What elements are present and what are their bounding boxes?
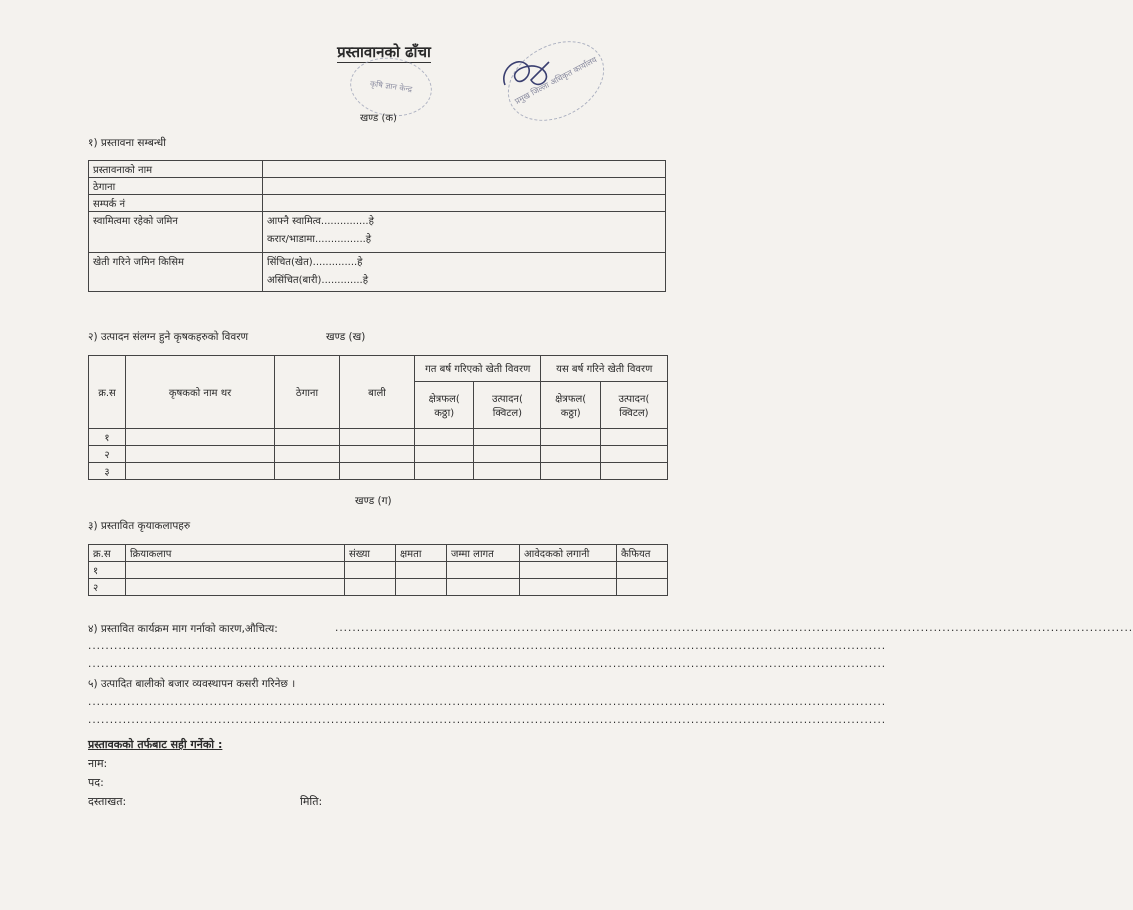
row-number: २ bbox=[89, 579, 126, 596]
applicant-cost-cell[interactable] bbox=[520, 579, 617, 596]
this-area-cell[interactable] bbox=[541, 429, 600, 446]
col-this-production: उत्पादन( क्विटल) bbox=[600, 381, 667, 428]
activity-cell[interactable] bbox=[126, 579, 345, 596]
row-number: २ bbox=[89, 446, 126, 463]
section-ga-label: खण्ड (ग) bbox=[355, 495, 392, 507]
col-capacity: क्षमता bbox=[396, 545, 447, 562]
sign-date-label: मिति: bbox=[300, 795, 323, 808]
section-5-label: ५) उत्पादित बालीको बजार व्यवस्थापन कसरी गरिनेछ । bbox=[88, 678, 296, 690]
section-4-fill-line-1[interactable]: ........................................................................................................................................................................................ bbox=[335, 622, 1133, 634]
address-cell[interactable] bbox=[275, 429, 340, 446]
col-sn: क्र.स bbox=[89, 356, 126, 429]
office-stamp-right: प्रमुख जिल्ला अधिकृत कार्यालय bbox=[494, 25, 618, 136]
section-ka-label: खण्ड (क) bbox=[360, 113, 397, 124]
last-production-cell[interactable] bbox=[474, 429, 541, 446]
col-crop: बाली bbox=[340, 356, 415, 429]
section-3-heading: ३) प्रस्तावित कृयाकलापहरु bbox=[88, 520, 191, 532]
remarks-cell[interactable] bbox=[617, 562, 668, 579]
col-last-production: उत्पादन( क्विटल) bbox=[474, 381, 541, 428]
table-row bbox=[89, 195, 666, 212]
last-area-cell[interactable] bbox=[415, 463, 474, 480]
own-land-line: आफ्नै स्वामित्व...............हे bbox=[267, 216, 374, 227]
signer-sign-label: दस्ताखत: bbox=[88, 795, 127, 808]
section-4-fill-line-2[interactable]: ........................................................................................................................................................................................ bbox=[88, 640, 887, 652]
leased-land-line: करार/भाडामा................हे bbox=[267, 234, 372, 245]
address-field[interactable] bbox=[263, 178, 666, 195]
row-number: १ bbox=[89, 429, 126, 446]
farmer-name-cell[interactable] bbox=[126, 463, 275, 480]
last-production-cell[interactable] bbox=[474, 446, 541, 463]
col-last-year: गत बर्ष गरिएको खेती विवरण bbox=[415, 356, 541, 382]
section-4-fill-line-3[interactable]: ........................................................................................................................................................................................ bbox=[88, 658, 887, 670]
table-row bbox=[89, 562, 668, 579]
this-production-cell[interactable] bbox=[600, 463, 667, 480]
col-last-area: क्षेत्रफल( कठ्ठा) bbox=[415, 381, 474, 428]
signer-name-label: नाम: bbox=[88, 757, 108, 770]
col-remarks: कैफियत bbox=[617, 545, 668, 562]
address-cell[interactable] bbox=[275, 463, 340, 480]
office-stamp-left: कृषि ज्ञान केन्द्र bbox=[346, 53, 435, 122]
activities-table bbox=[88, 544, 668, 596]
signature-heading: प्रस्तावकको तर्फबाट सही गर्नेको : bbox=[88, 738, 223, 751]
row-number: १ bbox=[89, 562, 126, 579]
activity-cell[interactable] bbox=[126, 562, 345, 579]
section-5-fill-line-1[interactable]: ........................................................................................................................................................................................ bbox=[88, 696, 887, 708]
signer-post-label: पद: bbox=[88, 776, 104, 789]
farmer-name-cell[interactable] bbox=[126, 429, 275, 446]
col-this-area: क्षेत्रफल( कठ्ठा) bbox=[541, 381, 600, 428]
table-row bbox=[89, 161, 666, 178]
irrigated-land-line: सिंचित(खेत)..............हे bbox=[267, 257, 363, 268]
table-row bbox=[89, 429, 668, 446]
crop-cell[interactable] bbox=[340, 429, 415, 446]
this-area-cell[interactable] bbox=[541, 463, 600, 480]
row-label-contact: सम्पर्क नं bbox=[89, 195, 263, 212]
row-label-address: ठेगाना bbox=[89, 178, 263, 195]
count-cell[interactable] bbox=[345, 562, 396, 579]
land-ownership-field[interactable] bbox=[263, 212, 666, 253]
crop-cell[interactable] bbox=[340, 463, 415, 480]
col-total-cost: जम्मा लागत bbox=[447, 545, 520, 562]
section-kha-label: खण्ड (ख) bbox=[326, 331, 366, 343]
table-row bbox=[89, 579, 668, 596]
col-sn: क्र.स bbox=[89, 545, 126, 562]
table-row bbox=[89, 253, 666, 292]
crop-cell[interactable] bbox=[340, 446, 415, 463]
count-cell[interactable] bbox=[345, 579, 396, 596]
table-row bbox=[89, 178, 666, 195]
row-number: ३ bbox=[89, 463, 126, 480]
applicant-cost-cell[interactable] bbox=[520, 562, 617, 579]
col-address: ठेगाना bbox=[275, 356, 340, 429]
col-this-year: यस बर्ष गरिने खेती विवरण bbox=[541, 356, 668, 382]
this-production-cell[interactable] bbox=[600, 446, 667, 463]
signature-mark bbox=[497, 50, 557, 100]
table-row bbox=[89, 446, 668, 463]
row-label-land-ownership: स्वामित्वमा रहेको जमिन bbox=[89, 212, 263, 253]
land-type-field[interactable] bbox=[263, 253, 666, 292]
last-area-cell[interactable] bbox=[415, 429, 474, 446]
capacity-cell[interactable] bbox=[396, 562, 447, 579]
section-5-fill-line-2[interactable]: ........................................................................................................................................................................................ bbox=[88, 714, 887, 726]
total-cost-cell[interactable] bbox=[447, 579, 520, 596]
section-4-label: ४) प्रस्तावित कार्यक्रम माग गर्नाको कारण,औचित्य: bbox=[88, 623, 278, 635]
this-production-cell[interactable] bbox=[600, 429, 667, 446]
last-production-cell[interactable] bbox=[474, 463, 541, 480]
total-cost-cell[interactable] bbox=[447, 562, 520, 579]
contact-field[interactable] bbox=[263, 195, 666, 212]
farmer-name-cell[interactable] bbox=[126, 446, 275, 463]
section-1-heading: १) प्रस्तावना सम्बन्धी bbox=[88, 137, 166, 149]
table-row bbox=[89, 463, 668, 480]
last-area-cell[interactable] bbox=[415, 446, 474, 463]
col-count: संख्या bbox=[345, 545, 396, 562]
col-activity: क्रियाकलाप bbox=[126, 545, 345, 562]
farmers-table bbox=[88, 355, 668, 480]
this-area-cell[interactable] bbox=[541, 446, 600, 463]
row-label-land-type: खेती गरिने जमिन किसिम bbox=[89, 253, 263, 292]
col-farmer-name: कृषकको नाम थर bbox=[126, 356, 275, 429]
header-row bbox=[89, 545, 668, 562]
row-label-name: प्रस्तावनाको नाम bbox=[89, 161, 263, 178]
header-row bbox=[89, 356, 668, 382]
capacity-cell[interactable] bbox=[396, 579, 447, 596]
unirrigated-land-line: असिंचित(बारी).............हे bbox=[267, 275, 369, 286]
proposal-name-field[interactable] bbox=[263, 161, 666, 178]
form-title: प्रस्तावानको ढाँचा bbox=[337, 43, 431, 61]
address-cell[interactable] bbox=[275, 446, 340, 463]
table-row bbox=[89, 212, 666, 253]
col-applicant-cost: आवेदकको लगानी bbox=[520, 545, 617, 562]
remarks-cell[interactable] bbox=[617, 579, 668, 596]
section-2-heading: २) उत्पादन संलग्न हुने कृषकहरुको विवरण bbox=[88, 331, 249, 343]
proposal-info-table bbox=[88, 160, 666, 292]
